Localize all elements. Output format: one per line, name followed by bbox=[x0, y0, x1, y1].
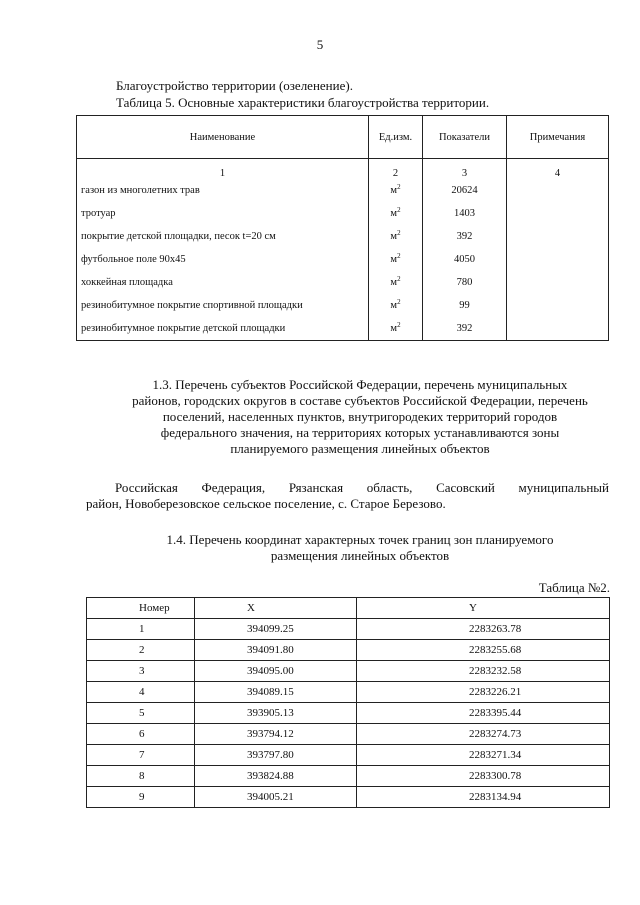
row-value: 392 bbox=[423, 317, 507, 341]
table-row bbox=[87, 640, 610, 661]
column-number: 3 bbox=[423, 159, 507, 180]
row-x: 394005.21 bbox=[195, 787, 357, 808]
column-header: Примечания bbox=[507, 116, 609, 159]
row-y: 2283226.21 bbox=[357, 682, 610, 703]
row-note bbox=[507, 317, 609, 341]
row-name: тротуар bbox=[77, 202, 369, 225]
row-x: 394099.25 bbox=[195, 619, 357, 640]
table-row bbox=[77, 248, 609, 271]
table-header-row bbox=[77, 116, 609, 159]
row-name: покрытие детской площадки, песок t=20 см bbox=[77, 225, 369, 248]
row-name: газон из многолетних трав bbox=[77, 179, 369, 202]
row-y: 2283300.78 bbox=[357, 766, 610, 787]
row-number: 9 bbox=[87, 787, 195, 808]
row-x: 393824.88 bbox=[195, 766, 357, 787]
row-number: 3 bbox=[87, 661, 195, 682]
table-row bbox=[77, 317, 609, 341]
row-name: резинобитумное покрытие детской площадки bbox=[77, 317, 369, 341]
column-header: Ед.изм. bbox=[369, 116, 423, 159]
column-number-row bbox=[77, 159, 609, 180]
row-name: футбольное поле 90х45 bbox=[77, 248, 369, 271]
row-name: хоккейная площадка bbox=[77, 271, 369, 294]
row-unit: $м^2$ bbox=[369, 202, 423, 225]
row-y: 2283274.73 bbox=[357, 724, 610, 745]
table2-caption: Таблица №2. bbox=[538, 580, 610, 595]
row-x: 393797.80 bbox=[195, 745, 357, 766]
column-header: Номер bbox=[87, 598, 195, 619]
row-unit: $м^2$ bbox=[369, 317, 423, 341]
row-value: 392 bbox=[423, 225, 507, 248]
table-row bbox=[77, 202, 609, 225]
row-y: 2283134.94 bbox=[357, 787, 610, 808]
row-note bbox=[507, 202, 609, 225]
row-number: 6 bbox=[87, 724, 195, 745]
column-number: 4 bbox=[507, 159, 609, 180]
row-unit: $м^2$ bbox=[369, 225, 423, 248]
table-row bbox=[87, 724, 610, 745]
row-y: 2283271.34 bbox=[357, 745, 610, 766]
row-note bbox=[507, 225, 609, 248]
row-number: 8 bbox=[87, 766, 195, 787]
table-row bbox=[77, 294, 609, 317]
row-note bbox=[507, 179, 609, 202]
row-value: 780 bbox=[423, 271, 507, 294]
column-header: Y bbox=[357, 598, 610, 619]
table-row bbox=[87, 787, 610, 808]
table-row bbox=[87, 745, 610, 766]
row-value: 1403 bbox=[423, 202, 507, 225]
row-note bbox=[507, 294, 609, 317]
table-header-row bbox=[87, 598, 610, 619]
section-1-4-heading: 1.4. Перечень координат характерных точек границ зон планируемого размещения линейных объектов bbox=[166, 532, 554, 563]
table-row bbox=[87, 682, 610, 703]
row-y: 2283263.78 bbox=[357, 619, 610, 640]
section-1-3-body: Российская Федерация, Рязанская область, Сасовский муниципальный район, Новоберезовское сельское поселение, с. Старое Березово. bbox=[86, 480, 609, 511]
column-header: Показатели bbox=[423, 116, 507, 159]
table-row bbox=[77, 225, 609, 248]
row-number: 4 bbox=[87, 682, 195, 703]
column-header: X bbox=[195, 598, 357, 619]
row-value: 20624 bbox=[423, 179, 507, 202]
row-x: 394091.80 bbox=[195, 640, 357, 661]
row-unit: $м^2$ bbox=[369, 294, 423, 317]
row-name: резинобитумное покрытие спортивной площадки bbox=[77, 294, 369, 317]
row-note bbox=[507, 271, 609, 294]
row-y: 2283255.68 bbox=[357, 640, 610, 661]
row-y: 2283232.58 bbox=[357, 661, 610, 682]
row-unit: $м^2$ bbox=[369, 179, 423, 202]
row-number: 5 bbox=[87, 703, 195, 724]
coordinates-table bbox=[86, 597, 610, 808]
table-row bbox=[87, 703, 610, 724]
table-row bbox=[87, 619, 610, 640]
landscaping-table bbox=[76, 115, 609, 341]
row-x: 394095.00 bbox=[195, 661, 357, 682]
row-number: 2 bbox=[87, 640, 195, 661]
row-value: 99 bbox=[423, 294, 507, 317]
row-unit: $м^2$ bbox=[369, 248, 423, 271]
landscaping-heading: Благоустройство территории (озеленение). bbox=[116, 78, 353, 93]
row-x: 393905.13 bbox=[195, 703, 357, 724]
column-number: 1 bbox=[77, 159, 369, 180]
column-header: Наименование bbox=[77, 116, 369, 159]
row-unit: $м^2$ bbox=[369, 271, 423, 294]
table-row bbox=[77, 271, 609, 294]
table5-caption: Таблица 5. Основные характеристики благоустройства территории. bbox=[116, 95, 490, 110]
row-number: 7 bbox=[87, 745, 195, 766]
page-number: 5 bbox=[316, 37, 324, 52]
row-number: 1 bbox=[87, 619, 195, 640]
row-value: 4050 bbox=[423, 248, 507, 271]
row-note bbox=[507, 248, 609, 271]
row-x: 394089.15 bbox=[195, 682, 357, 703]
row-y: 2283395.44 bbox=[357, 703, 610, 724]
row-x: 393794.12 bbox=[195, 724, 357, 745]
table-row bbox=[87, 766, 610, 787]
section-1-3-heading: 1.3. Перечень субъектов Российской Федерации, перечень муниципальных районов, городских округов в составе субъектов Российской Федерации, перечень поселений, населенных пунктов, внутригородеких территорий городов федерального значения, на территориях которых устанавливаются зоны планируемого размещения линейных объектов bbox=[132, 377, 588, 456]
table-row bbox=[87, 661, 610, 682]
column-number: 2 bbox=[369, 159, 423, 180]
table-row bbox=[77, 179, 609, 202]
